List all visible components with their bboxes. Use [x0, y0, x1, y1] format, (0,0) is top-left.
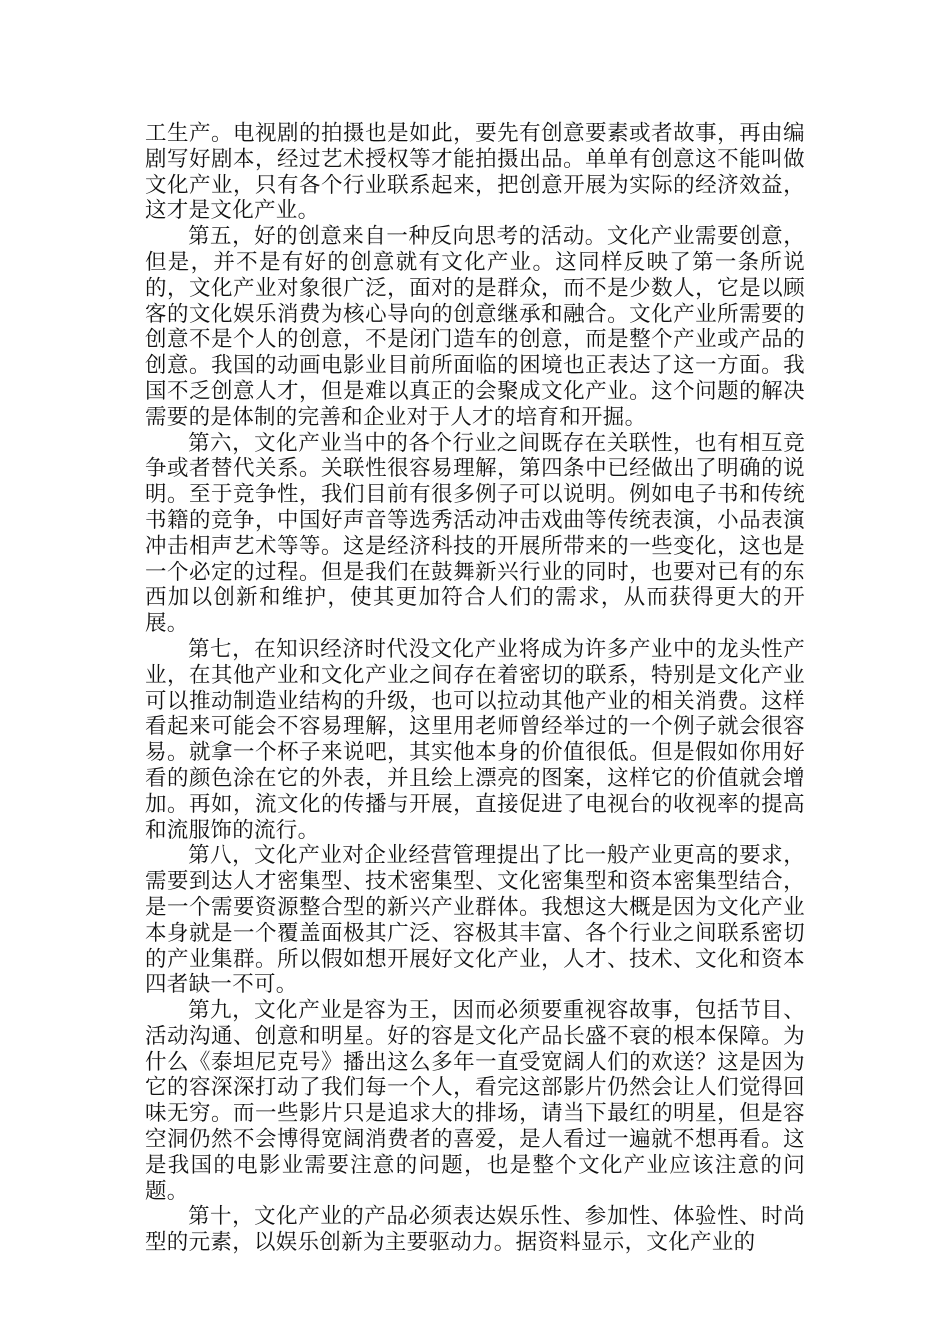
- paragraph-point-ten: 第十，文化产业的产品必须表达娱乐性、参加性、体验性、时尚型的元素，以娱乐创新为主要驱动力。据资料显示，文化产业的: [145, 1204, 805, 1256]
- paragraph-point-eight: 第八，文化产业对企业经营管理提出了比一般产业更高的要求，需要到达人才密集型、技术密集型、文化密集型和资本密集型结合，是一个需要资源整合型的新兴产业群体。我想这大概是因为文化产业本身就是一个覆盖面极其广泛、容极其丰富、各个行业之间联系密切的产业集群。所以假如想开展好文化产业，人才、技术、文化和资本四者缺一不可。: [145, 843, 805, 998]
- paragraph-point-seven: 第七，在知识经济时代没文化产业将成为许多产业中的龙头性产业，在其他产业和文化产业之间存在着密切的联系，特别是文化产业可以推动制造业结构的升级，也可以拉动其他产业的相关消费。这样看起来可能会不容易理解，这里用老师曾经举过的一个例子就会很容易。就拿一个杯子来说吧，其实他本身的价值很低。但是假如你用好看的颜色涂在它的外表，并且绘上漂亮的图案，这样它的价值就会增加。再如，流文化的传播与开展，直接促进了电视台的收视率的提高和流服饰的流行。: [145, 636, 805, 843]
- paragraph-point-nine: 第九，文化产业是容为王，因而必须要重视容故事，包括节目、活动沟通、创意和明星。好的容是文化产品长盛不衰的根本保障。为什么《泰坦尼克号》播出这么多年一直受宽阔人们的欢送？这是因为它的容深深打动了我们每一个人，看完这部影片仍然会让人们觉得回味无穷。而一些影片只是追求大的排场，请当下最红的明星，但是容空洞仍然不会博得宽阔消费者的喜爱，是人看过一遍就不想再看。这是我国的电影业需要注意的问题，也是整个文化产业应该注意的问题。: [145, 998, 805, 1204]
- paragraph-point-six: 第六，文化产业当中的各个行业之间既存在关联性，也有相互竞争或者替代关系。关联性很容易理解，第四条中已经做出了明确的说明。至于竞争性，我们目前有很多例子可以说明。例如电子书和传统书籍的竞争，中国好声音等选秀活动冲击戏曲等传统表演，小品表演冲击相声艺术等等。这是经济科技的开展所带来的一些变化，这也是一个必定的过程。但是我们在鼓舞新兴行业的同时，也要对已有的东西加以创新和维护，使其更加符合人们的需求，从而获得更大的开展。: [145, 430, 805, 637]
- paragraph-point-five: 第五，好的创意来自一种反向思考的活动。文化产业需要创意，但是，并不是有好的创意就有文化产业。这同样反映了第一条所说的，文化产业对象很广泛，面对的是群众，而不是少数人，它是以顾客的文化娱乐消费为核心导向的创意继承和融合。文化产业所需要的创意不是个人的创意，不是闭门造车的创意，而是整个产业或产品的创意。我国的动画电影业目前所面临的困境也正表达了这一方面。我国不乏创意人才，但是难以真正的会聚成文化产业。这个问题的解决需要的是体制的完善和企业对于人才的培育和开掘。: [145, 224, 805, 430]
- body-text: [145, 121, 805, 1256]
- paragraph-continued: 工生产。电视剧的拍摄也是如此，要先有创意要素或者故事，再由编剧写好剧本，经过艺术授权等才能拍摄出品。单单有创意这不能叫做文化产业，只有各个行业联系起来，把创意开展为实际的经济效益，这才是文化产业。: [145, 121, 805, 224]
